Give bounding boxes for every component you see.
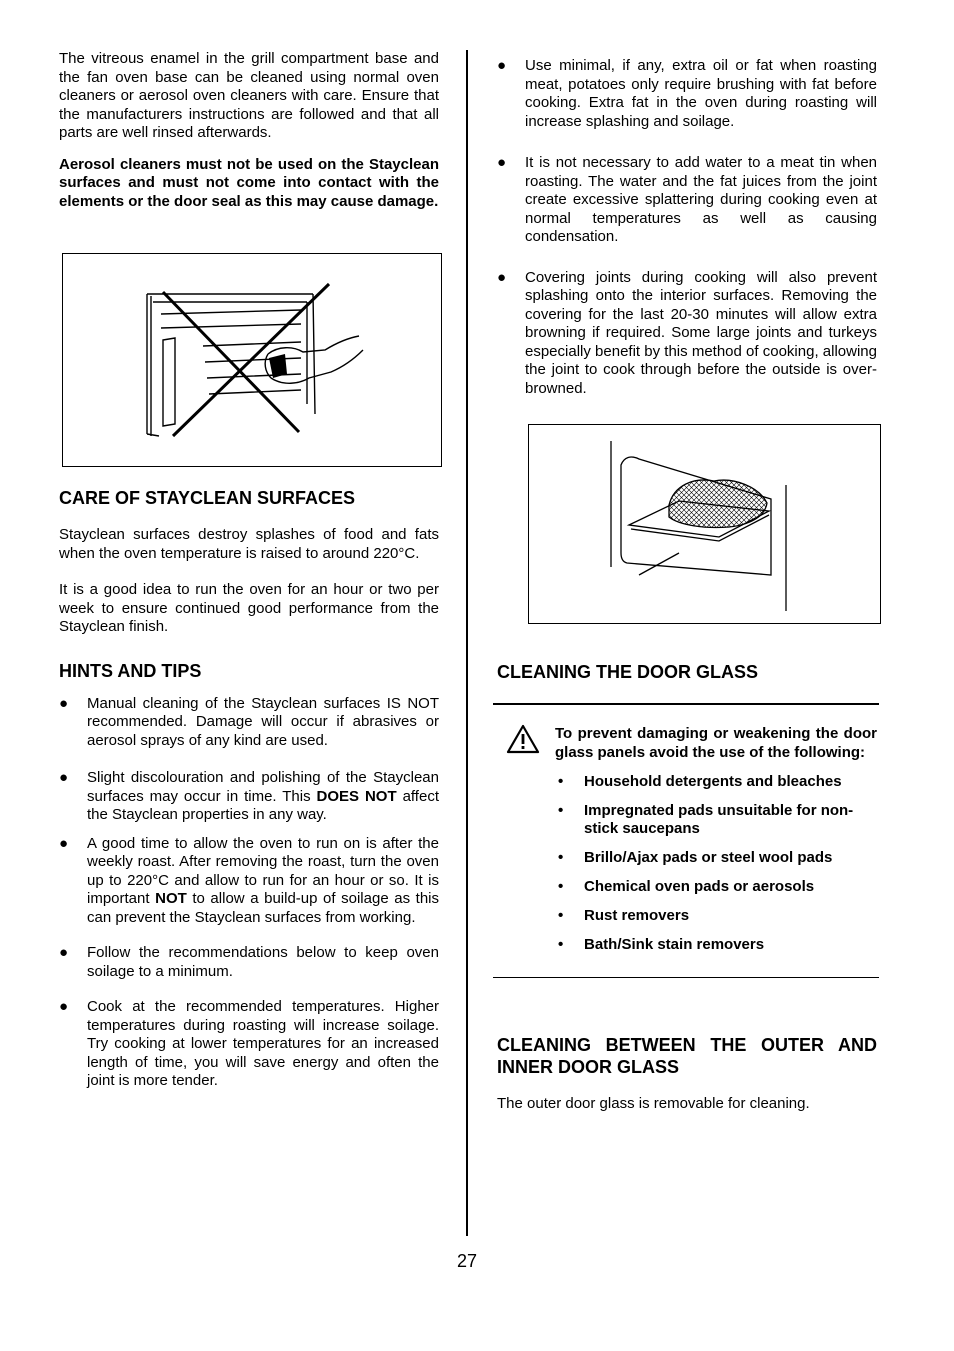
list-item: ● Manual cleaning of the Stayclean surfaces IS NOT recommended. Damage will occur if abrasives or aerosol sprays of any kind are used. bbox=[59, 694, 439, 749]
bullet-icon: ● bbox=[59, 769, 69, 786]
bullet-icon: ● bbox=[59, 998, 69, 1015]
bullet-icon: ● bbox=[59, 944, 69, 961]
list-item: • Chemical oven pads or aerosols bbox=[558, 878, 815, 895]
warning-box bbox=[493, 703, 879, 978]
care-paragraph-1: Stayclean surfaces destroy splashes of food and fats when the oven temperature is raised to around 220°C. bbox=[59, 526, 439, 562]
figure-covered-joint-illustration bbox=[528, 424, 881, 624]
list-item: • Bath/Sink stain removers bbox=[558, 936, 765, 953]
care-section bbox=[59, 487, 439, 1091]
aerosol-warning: Aerosol cleaners must not be used on the Stayclean surfaces and must not come into contact with the elements or the door seal as this may cause damage. bbox=[59, 155, 439, 210]
hints-heading: HINTS AND TIPS bbox=[59, 660, 202, 681]
list-item: ● Follow the recommendations below to keep oven soilage to a minimum. bbox=[59, 944, 439, 980]
bullet-icon: ● bbox=[497, 154, 507, 171]
list-item: ● Slight discolouration and polishing of the Stayclean surfaces may occur in time. This DOES NOT affect the Stayclean properties in any way. bbox=[59, 769, 439, 823]
door-glass-section bbox=[497, 661, 877, 683]
bullet-icon: ● bbox=[59, 694, 69, 712]
care-paragraph-2: It is a good idea to run the oven for an hour or two per week to ensure continued good performance from the Stayclean finish. bbox=[59, 581, 439, 635]
column-divider bbox=[466, 50, 468, 1236]
bullet-icon: ● bbox=[59, 834, 69, 852]
between-glass-section bbox=[497, 1034, 877, 1114]
door-glass-heading: CLEANING THE DOOR GLASS bbox=[497, 662, 759, 682]
intro-paragraph: The vitreous enamel in the grill compartment base and the fan oven base can be cleaned using normal oven cleaners or aerosol oven cleaners with care. Ensure that the manufacturers instructions are followed and that all parts are well rinsed afterwards. bbox=[59, 50, 439, 141]
care-heading: CARE OF STAYCLEAN SURFACES bbox=[59, 488, 356, 508]
between-glass-heading: CLEANING BETWEEN THE OUTER AND INNER DOOR GLASS bbox=[497, 1035, 877, 1077]
list-item: ● Cook at the recommended temperatures. Higher temperatures during roasting will increase soilage. Try cooking at lower temperatures for an increased length of time, you will save energy and often the joint is more tender. bbox=[59, 998, 439, 1089]
list-item: • Household detergents and bleaches bbox=[558, 772, 842, 790]
list-item: • Impregnated pads unsuitable for non-stick saucepans bbox=[558, 801, 854, 837]
list-item: ● Use minimal, if any, extra oil or fat when roasting meat, potatoes only require brushing with fat before cooking. Extra fat in the oven during roasting will increase splashing and soilage. bbox=[497, 57, 877, 130]
warning-list bbox=[555, 773, 877, 955]
warning-bottom-rule bbox=[493, 977, 879, 978]
warning-triangle-icon bbox=[506, 724, 540, 754]
right-column bbox=[497, 57, 877, 398]
oven-hand-crossed-illustration bbox=[63, 254, 441, 466]
bullet-icon: ● bbox=[497, 268, 507, 286]
list-item: ● A good time to allow the oven to run on is after the weekly roast. After removing the roast, turn the oven up to 220°C and allow to run for an hour or so. It is important NOT to allow a build-up of soilage as this can prevent the Stayclean surfaces from working. bbox=[59, 834, 439, 926]
list-item: ● It is not necessary to add water to a meat tin when roasting. The water and the fat juices from the joint create excessive splattering during cooking even at normal temperatures as well as causing condensation. bbox=[497, 154, 877, 245]
list-item: ● Covering joints during cooking will also prevent splashing onto the interior surfaces. Removing the covering for the last 20-30 minutes will allow extra browning if required. Some large joints and turkeys especially benefit by this method of cooking, allowing the joint to cook through before the outside is over-browned. bbox=[497, 268, 877, 397]
list-item: • Rust removers bbox=[558, 907, 690, 924]
bullet-icon: ● bbox=[497, 57, 507, 74]
between-glass-paragraph: The outer door glass is removable for cleaning. bbox=[497, 1095, 810, 1112]
warning-intro: To prevent damaging or weakening the door glass panels avoid the use of the following: bbox=[555, 725, 877, 761]
figure-do-not-illustration bbox=[62, 253, 442, 467]
left-column bbox=[59, 50, 439, 211]
page-number: 27 bbox=[457, 1251, 478, 1271]
list-item: • Brillo/Ajax pads or steel wool pads bbox=[558, 849, 833, 866]
covered-roast-illustration bbox=[529, 425, 880, 623]
